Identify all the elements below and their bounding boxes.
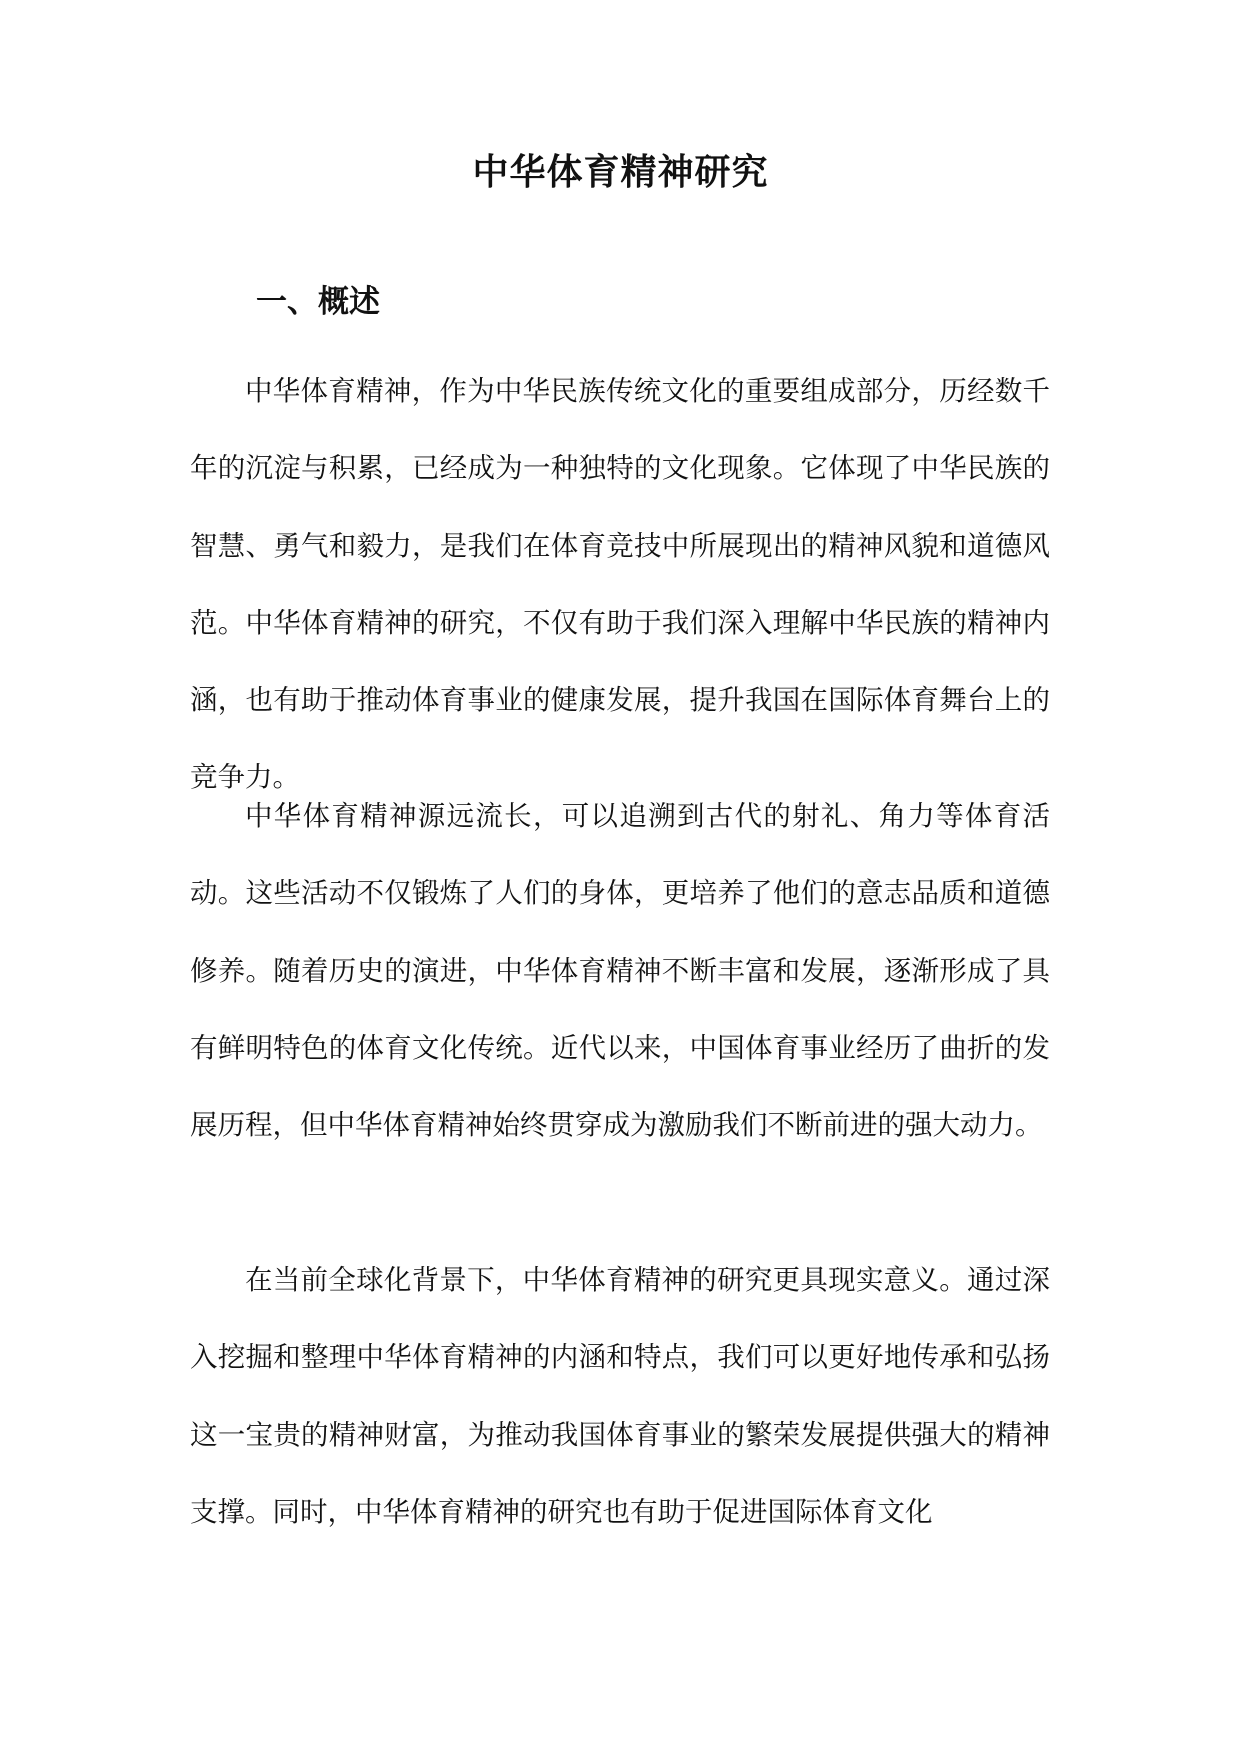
paragraph-3: 在当前全球化背景下，中华体育精神的研究更具现实意义。通过深入挖掘和整理中华体育精神的内涵和特点，我们可以更好地传承和弘扬这一宝贵的精神财富，为推动我国体育事业的繁荣发展提供强大的精神支撑。同时，中华体育精神的研究也有助于促进国际体育文化 bbox=[190, 1264, 1050, 1528]
document-title: 中华体育精神研究 bbox=[472, 152, 769, 193]
paragraph-2: 中华体育精神源远流长，可以追溯到古代的射礼、角力等体育活动。这些活动不仅锻炼了人们的身体，更培养了他们的意志品质和道德修养。随着历史的演进，中华体育精神不断丰富和发展，逐渐形成了具有鲜明特色的体育文化传统。近代以来，中国体育事业经历了曲折的发展历程，但中华体育精神始终贯穿成为激励我们不断前进的强大动力。 bbox=[190, 800, 1050, 1142]
section-heading-overview: 一、概述 bbox=[256, 284, 380, 320]
paragraph-1: 中华体育精神，作为中华民族传统文化的重要组成部分，历经数千年的沉淀与积累，已经成为一种独特的文化现象。它体现了中华民族的智慧、勇气和毅力，是我们在体育竞技中所展现出的精神风貌和道德风范。中华体育精神的研究，不仅有助于我们深入理解中华民族的精神内涵，也有助于推动体育事业的健康发展，提升我国在国际体育舞台上的竞争力。 bbox=[190, 375, 1050, 794]
